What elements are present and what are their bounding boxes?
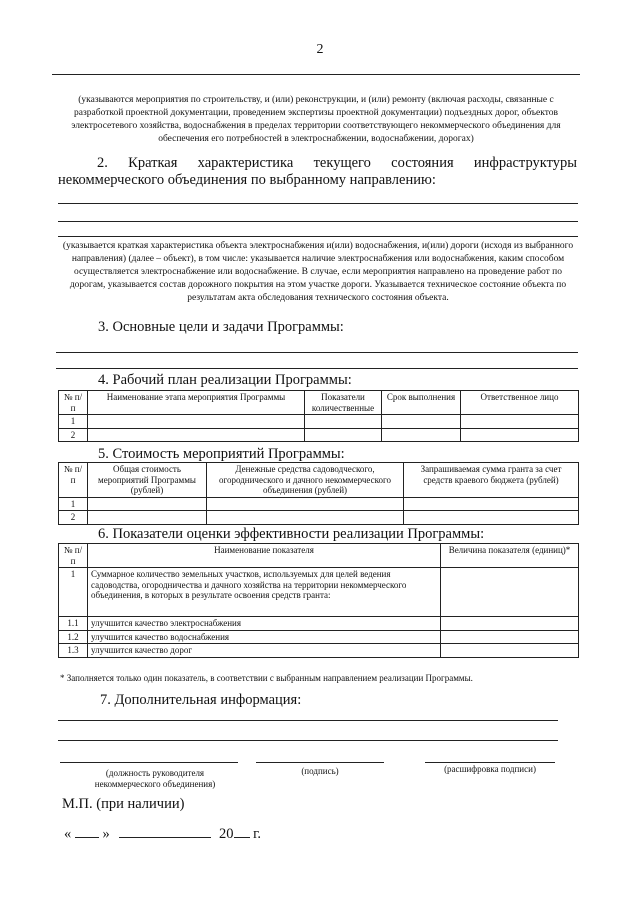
- fill-line[interactable]: [58, 221, 578, 222]
- table-row: [59, 428, 579, 442]
- cost-table: [58, 462, 579, 525]
- table-row: [59, 497, 579, 511]
- table-cell[interactable]: [441, 644, 579, 658]
- signature-position-line[interactable]: [60, 762, 238, 763]
- table-row: [59, 617, 579, 631]
- table-cell[interactable]: [461, 428, 579, 442]
- section7-heading: 7. Дополнительная информация:: [100, 692, 302, 708]
- table-header-row: [59, 544, 579, 568]
- stamp-label: М.П. (при наличии): [62, 796, 185, 812]
- row-number: 1: [59, 415, 88, 429]
- fill-line[interactable]: [58, 720, 558, 721]
- row-number: 2: [59, 511, 88, 525]
- signature-sign-label: (подпись): [301, 766, 339, 776]
- fill-line[interactable]: [52, 74, 580, 75]
- col-header-indicator-name: Наименование показателя: [88, 544, 441, 568]
- table-cell[interactable]: [404, 511, 579, 525]
- table-cell[interactable]: [461, 415, 579, 429]
- table-header-row: [59, 463, 579, 498]
- table-row: [59, 511, 579, 525]
- row-number: 1.3: [59, 644, 88, 658]
- row-number: 1: [59, 568, 88, 617]
- row-number: 1: [59, 497, 88, 511]
- col-header-num: № п/п: [59, 544, 88, 568]
- section2-heading-line1: 2. Краткая характеристика текущего состояния инфраструктуры: [97, 155, 577, 171]
- col-header-deadline: Срок выполнения: [382, 391, 461, 415]
- indicator-name: улучшится качество электроснабжения: [88, 617, 441, 631]
- indicator-name: Суммарное количество земельных участков, используемых для целей ведения садоводства, огородничества и дачного хозяйства на территории некоммерческого объединения, в которых в результате освоения средств гранта:: [88, 568, 441, 617]
- footnote: * Заполняется только один показатель, в соответствии с выбранным направлением реализации Программы.: [60, 673, 473, 683]
- col-header-num: № п/п: [59, 463, 88, 498]
- row-number: 2: [59, 428, 88, 442]
- row-number: 1.1: [59, 617, 88, 631]
- col-header-stage: Наименование этапа мероприятия Программы: [88, 391, 305, 415]
- indicator-name: улучшится качество дорог: [88, 644, 441, 658]
- signature-decoding-line[interactable]: [425, 762, 555, 763]
- fill-line[interactable]: [58, 740, 558, 741]
- note-activities: (указываются мероприятия по строительству, и (или) реконструкции, и (или) ремонту (включая расходы, связанные с разработкой проектной документации, проведением экспертизы проектной документации) подъездных дорог, объектов электросетевого хозяйства, водоснабжения в пределах территории соответствующего некоммерческого объединения для обеспечения его потребностей в электроснабжении, водоснабжении, дорогах): [71, 95, 561, 144]
- table-cell[interactable]: [305, 415, 382, 429]
- date-month-blank[interactable]: [119, 837, 211, 838]
- section5-heading: 5. Стоимость мероприятий Программы:: [98, 446, 345, 462]
- date-year-prefix: 20: [219, 826, 234, 842]
- section4-heading: 4. Рабочий план реализации Программы:: [98, 372, 352, 388]
- table-cell[interactable]: [88, 511, 207, 525]
- row-number: 1.2: [59, 630, 88, 644]
- col-header-indicators: Показатели количественные: [305, 391, 382, 415]
- signature-decoding-label: (расшифровка подписи): [444, 764, 536, 774]
- work-plan-table: [58, 390, 579, 442]
- section3-heading: 3. Основные цели и задачи Программы:: [98, 319, 344, 335]
- date-year-blank[interactable]: [234, 837, 250, 838]
- col-header-responsible: Ответственное лицо: [461, 391, 579, 415]
- table-row: [59, 644, 579, 658]
- section2-heading-line2: некоммерческого объединения по выбранному направлению:: [58, 172, 436, 188]
- col-header-num: № п/п: [59, 391, 88, 415]
- table-cell[interactable]: [441, 617, 579, 631]
- table-cell[interactable]: [404, 497, 579, 511]
- table-row: [59, 630, 579, 644]
- indicator-name: улучшится качество водоснабжения: [88, 630, 441, 644]
- signature-sign-line[interactable]: [256, 762, 384, 763]
- page-number: 2: [316, 42, 324, 57]
- col-header-grant-amount: Запрашиваемая сумма гранта за счет средств краевого бюджета (рублей): [404, 463, 579, 498]
- efficiency-table: [58, 543, 579, 658]
- table-cell[interactable]: [207, 497, 404, 511]
- table-cell[interactable]: [88, 415, 305, 429]
- signature-position-label: (должность руководителя некоммерческого объединения): [94, 768, 216, 789]
- table-cell[interactable]: [88, 428, 305, 442]
- table-header-row: [59, 391, 579, 415]
- fill-line[interactable]: [58, 236, 578, 237]
- table-row: [59, 415, 579, 429]
- col-header-indicator-value: Величина показателя (единиц)*: [441, 544, 579, 568]
- table-cell[interactable]: [441, 568, 579, 617]
- date-year-suffix: г.: [253, 826, 262, 842]
- table-row: [59, 568, 579, 617]
- table-cell[interactable]: [441, 630, 579, 644]
- table-cell[interactable]: [207, 511, 404, 525]
- fill-line[interactable]: [56, 352, 578, 353]
- table-cell[interactable]: [88, 497, 207, 511]
- table-cell[interactable]: [305, 428, 382, 442]
- col-header-own-funds: Денежные средства садоводческого, огороднического и дачного некоммерческого объединения (рублей): [207, 463, 404, 498]
- fill-line[interactable]: [58, 203, 578, 204]
- section6-heading: 6. Показатели оценки эффективности реализации Программы:: [98, 526, 485, 542]
- date-line: [64, 826, 261, 843]
- fill-line[interactable]: [56, 368, 578, 369]
- date-day-blank[interactable]: [75, 837, 99, 838]
- date-open-quote: «: [64, 826, 72, 842]
- col-header-total-cost: Общая стоимость мероприятий Программы (рублей): [88, 463, 207, 498]
- table-cell[interactable]: [382, 428, 461, 442]
- note-characteristics: (указывается краткая характеристика объекта электроснабжения и(или) водоснабжения, и(или) дороги (исходя из выбранного направления) (далее – объект), в том числе: указывается наличие электроснабжения или водоснабжения, каким способом осуществляется электроснабжение или водоснабжение. В случае, если мероприятия направлено на проведение работ по дорогам, указывается состав дорожного покрытия на этом участке дороги. Указывается техническое состояние объекта по результатам акта обследования технического состояния объекта.: [62, 241, 574, 303]
- table-cell[interactable]: [382, 415, 461, 429]
- date-close-quote: »: [102, 826, 110, 842]
